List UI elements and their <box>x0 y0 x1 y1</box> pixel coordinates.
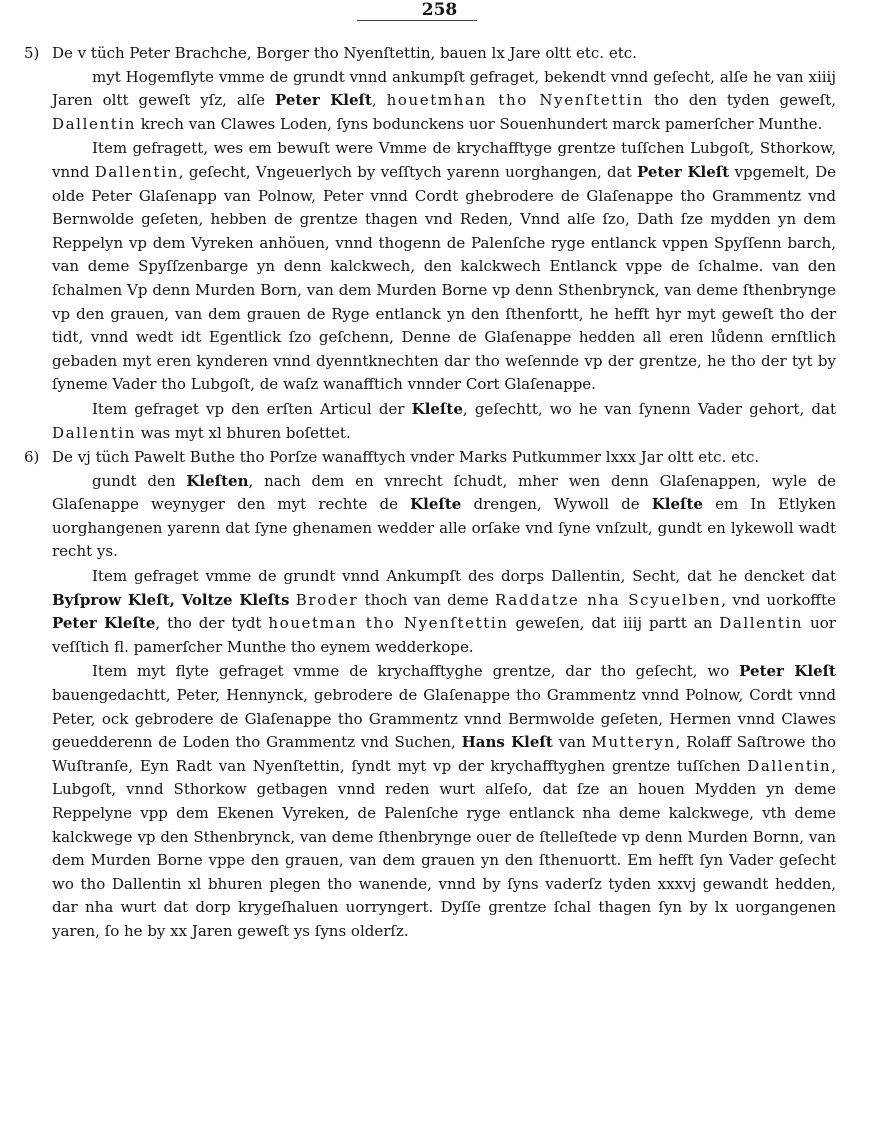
spaced-text: houetman tho Nyenſtettin <box>268 614 509 633</box>
bold-name: Peter Kleſte <box>52 614 156 633</box>
spaced-text: Dallentin <box>719 614 804 633</box>
text-run: em In Etlyken uorghangenen yarenn dat ſyne ghenamen wedder alle orſake vnd ſyne vnſzult, gundt en lykewoll wadt recht ys. <box>52 495 836 561</box>
paragraph <box>52 398 836 445</box>
entry-number: 6) <box>24 448 40 467</box>
text-run: drengen, Wywoll de <box>461 495 652 514</box>
spaced-text: Dallentin <box>94 162 179 181</box>
entry-5 <box>24 42 836 66</box>
text-run: geweſen, dat iiij partt an <box>508 614 720 633</box>
text-run: myt Hogemflyte vmme de grundt vnnd ankumpſt gefraget, bekendt vnnd geſecht, alſe he van xiiij Jaren oltt geweſt yſz, alſe <box>52 67 836 110</box>
entry-number: 5) <box>24 44 40 62</box>
text-run: , <box>371 91 387 110</box>
bold-name: Peter Kleſt <box>636 162 730 181</box>
text-run: krech van Clawes Loden, ſyns bodunckens uor Souenhundert marck pamerſcher Munthe. <box>136 114 823 133</box>
text-run: , Lubgoſt, vnnd Sthorkow getbagen vnnd reden wurt alſeſo, dat ſze an houen Mydden yn deme Reppelyne vpp dem Ekenen Vyreken, de Palenſche ryge entlanck nha deme kalckwege, vth deme kalckwege vp den Sthenbrynck, van deme ſthenbrynge ouer de ſtelleſtede vp denn Murden Bornn, van dem Murden Borne vppe den grauen, van dem grauen yn den ſthenuortt. Em hefft ſyn Vader geſecht wo tho Dallentin xl bhuren plegen tho wanende, vnnd by ſyns vaderſz tyden xxxvj gewandt hedden, dar nha wurt dat dorp krygeſhaluen uorryngert. Dyſſe grentze ſchal thagen ſyn by lx uorgangenen yaren, ſo he by xx Jaren geweſt ys ſyns olderſz. <box>52 756 836 940</box>
text-run: , geſecht, Vngeuerlych by veſſtych yarenn uorghangen, dat <box>178 162 637 181</box>
bold-name: Peter Kleſt <box>739 662 836 681</box>
paragraph <box>52 660 836 943</box>
text-run: , tho der tydt <box>155 614 269 633</box>
text-run: thoch van deme <box>358 590 495 609</box>
bold-name: Kleſte <box>410 495 462 514</box>
header-rule <box>357 20 477 22</box>
paragraph <box>52 470 836 564</box>
text-run: vpgemelt, De olde Peter Glaſenapp van Polnow, Peter vnnd Cordt ghebrodere de Glaſenappe tho Grammentz vnd Bernwolde geſeten, hebben de grentze thagen vnd Reden, Vnnd alſe ſzo, Dath ſze mydden yn dem Reppelyn vp dem Vyreken anhöuen, vnnd thogenn de Palenſche ryge entlanck vppen Spyſſenn barch, van deme Spyſſzenbarge yn denn kalckwech, den kalckwech Entlanck vppe de ſchalme. van den ſchalmen Vp denn Murden Born, van dem Murden Borne vp denn Sthenbrynck, van deme ſthenbrynge vp den grauen, van dem grauen de Ryge entlanck yn den ſthenfortt, he hefft hyr myt geweſt tho der tidt, vnnd wedt idt Egentlick ſzo geſchenn, Denne de Glaſenappe hedden all eren lůdenn ernſtlich gebaden myt eren kynderen vnnd dyenntknechten dar tho weſennde vp der grentze, he tho der tyt by ſyneme Vader tho Lubgoſt, de waſz wanafftich vnnder Cort Glaſenappe. <box>52 162 836 394</box>
text-run: , nach dem en vnrecht ſchudt, mher wen denn Glaſenappen, wyle de Glaſenappe weynyger den myt rechte de <box>52 471 837 514</box>
bold-name: Byſprow Kleſt, Voltze Kleſts <box>52 590 290 609</box>
entry-6 <box>24 446 836 470</box>
text-run: Item myt flyte gefraget vmme de krychafftyghe grentze, dar tho geſecht, wo <box>92 662 740 681</box>
bold-name: Hans Kleſt <box>461 733 553 752</box>
spaced-text: houetmhan tho Nyenſtettin <box>386 91 645 110</box>
paragraph <box>52 137 836 397</box>
bold-name: Peter Kleſt <box>275 91 372 110</box>
text-run: van <box>552 733 592 752</box>
text-run: Item gefragett, wes em bewuſt were Vmme de krychafftyge grentze tuſſchen Lubgoſt, Sthorkow, vnnd <box>52 139 836 181</box>
text-run: , geſechtt, wo he van ſynenn Vader gehort, dat <box>462 399 836 418</box>
bold-name: Kleſte <box>411 399 463 418</box>
text-run: tho den tyden geweſt, <box>644 91 836 110</box>
spaced-text: Broder <box>295 590 359 609</box>
text-run: uor veſſtich fl. pamerſcher Munthe tho eynem wedderkope. <box>52 614 836 656</box>
text-run: Item gefraget vmme de grundt vnnd Ankumpſt des dorps Dallentin, Secht, dat he dencket dat <box>92 567 836 586</box>
text-run: gundt den <box>92 471 187 490</box>
text-run: Item gefraget vp den erſten Articul der <box>92 399 412 418</box>
document-body <box>24 42 836 945</box>
page-number: 258 <box>421 0 458 20</box>
text-run: bauengedachtt, Peter, Hennynck, gebrodere de Glaſenappe tho Grammentz vnnd Polnow, Cordt vnnd Peter, ock gebrodere de Glaſenappe tho Grammentz vnnd Bermwolde geſeten, Hermen vnnd Clawes geuedderenn de Loden tho Grammentz vnd Suchen, <box>52 686 836 752</box>
spaced-text: Dallentin <box>52 423 136 442</box>
spaced-text: Dallentin <box>747 756 832 775</box>
bold-name: Kleſte <box>651 495 703 514</box>
text-run: , vnd uorkoffte <box>721 590 836 609</box>
entry-heading: De v tüch Peter Brachche, Borger tho Nyenſtettin, bauen lx Jare oltt etc. etc. <box>52 44 637 62</box>
bold-name: Kleſten <box>186 471 249 490</box>
spaced-text: Dallentin <box>52 114 136 133</box>
entry-heading: De vj tüch Pawelt Buthe tho Porſze wanafftych vnder Marks Putkummer lxxx Jar oltt etc. etc. <box>52 448 760 467</box>
paragraph <box>52 565 836 659</box>
spaced-text: Mutteryn <box>591 733 676 752</box>
text-run: , Rolaff Saſtrowe tho Wuſtranſe, Eyn Radt van Nyenſtettin, ſyndt myt vp der krychafftyghen grentze tuſſchen <box>52 733 837 775</box>
paragraph <box>52 66 836 137</box>
text-run: was myt xl bhuren boſettet. <box>136 423 351 442</box>
spaced-text: Raddatze nha Scyuelben <box>495 590 722 609</box>
